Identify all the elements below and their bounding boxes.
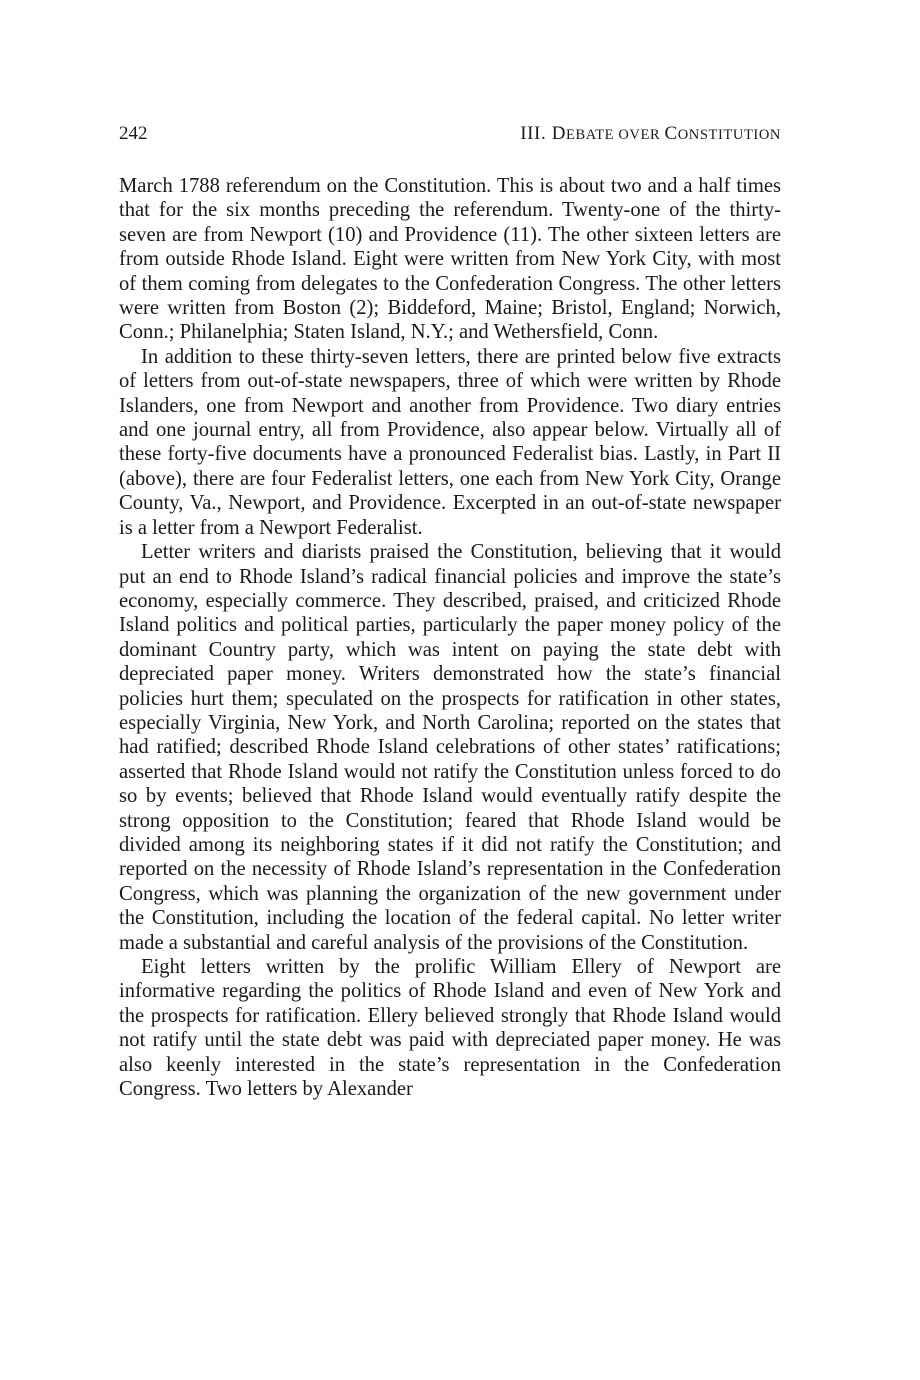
section-title: III. DEBATE OVER CONSTITUTION [520,123,781,144]
book-page [119,122,781,1101]
body-text [119,174,781,1101]
paragraph: In addition to these thirty-seven letters, there are printed below five extracts of letters from out-of-state newspapers, three of which were written by Rhode Islanders, one from Newport and another from Providence. Two diary entries and one journal entry, all from Providence, also appear below. Virtually all of these forty-five documents have a pronounced Federalist bias. Lastly, in Part II (above), there are four Federalist letters, one each from New York City, Orange County, Va., Newport, and Providence. Excerpted in an out-of-state newspaper is a letter from a Newport Federalist. [119,345,781,539]
page-number: 242 [119,123,148,144]
running-head [119,122,781,146]
paragraph: Letter writers and diarists praised the Constitution, believing that it would put an end to Rhode Island’s radical financial policies and improve the state’s economy, especially commerce. They described, praised, and criticized Rhode Island politics and political parties, particularly the paper money policy of the dominant Country party, which was intent on paying the state debt with depreciated paper money. Writers demonstrated how the state’s financial policies hurt them; speculated on the prospects for ratification in other states, especially Virginia, New York, and North Carolina; reported on the states that had ratified; described Rhode Island celebrations of other states’ ratifications; asserted that Rhode Island would not ratify the Constitution unless forced to do so by events; believed that Rhode Island would eventually ratify despite the strong opposition to the Constitution; feared that Rhode Island would be divided among its neighboring states if it did not ratify the Constitution; and reported on the necessity of Rhode Island’s representation in the Confederation Congress, which was planning the organization of the new government under the Constitution, including the location of the federal capital. No letter writer made a substantial and careful analysis of the provisions of the Constitution. [119,541,781,954]
paragraph: Eight letters written by the prolific William Ellery of Newport are informative regarding the politics of Rhode Island and even of New York and the prospects for ratification. Ellery believed strongly that Rhode Island would not ratify until the state debt was paid with depreciated paper money. He was also keenly interested in the state’s representation in the Confederation Congress. Two letters by Alexander [119,956,781,1101]
section-roman: III. [520,123,547,144]
paragraph: March 1788 referendum on the Constitution. This is about two and a half times that for the six months preceding the referendum. Twenty-one of the thirty-seven are from Newport (10) and Providence (11). The other sixteen letters are from outside Rhode Island. Eight were written from New York City, with most of them coming from delegates to the Confederation Congress. The other letters were written from Boston (2); Biddeford, Maine; Bristol, England; Norwich, Conn.; Philanelphia; Staten Island, N.Y.; and Wethersfield, Conn. [119,175,781,344]
